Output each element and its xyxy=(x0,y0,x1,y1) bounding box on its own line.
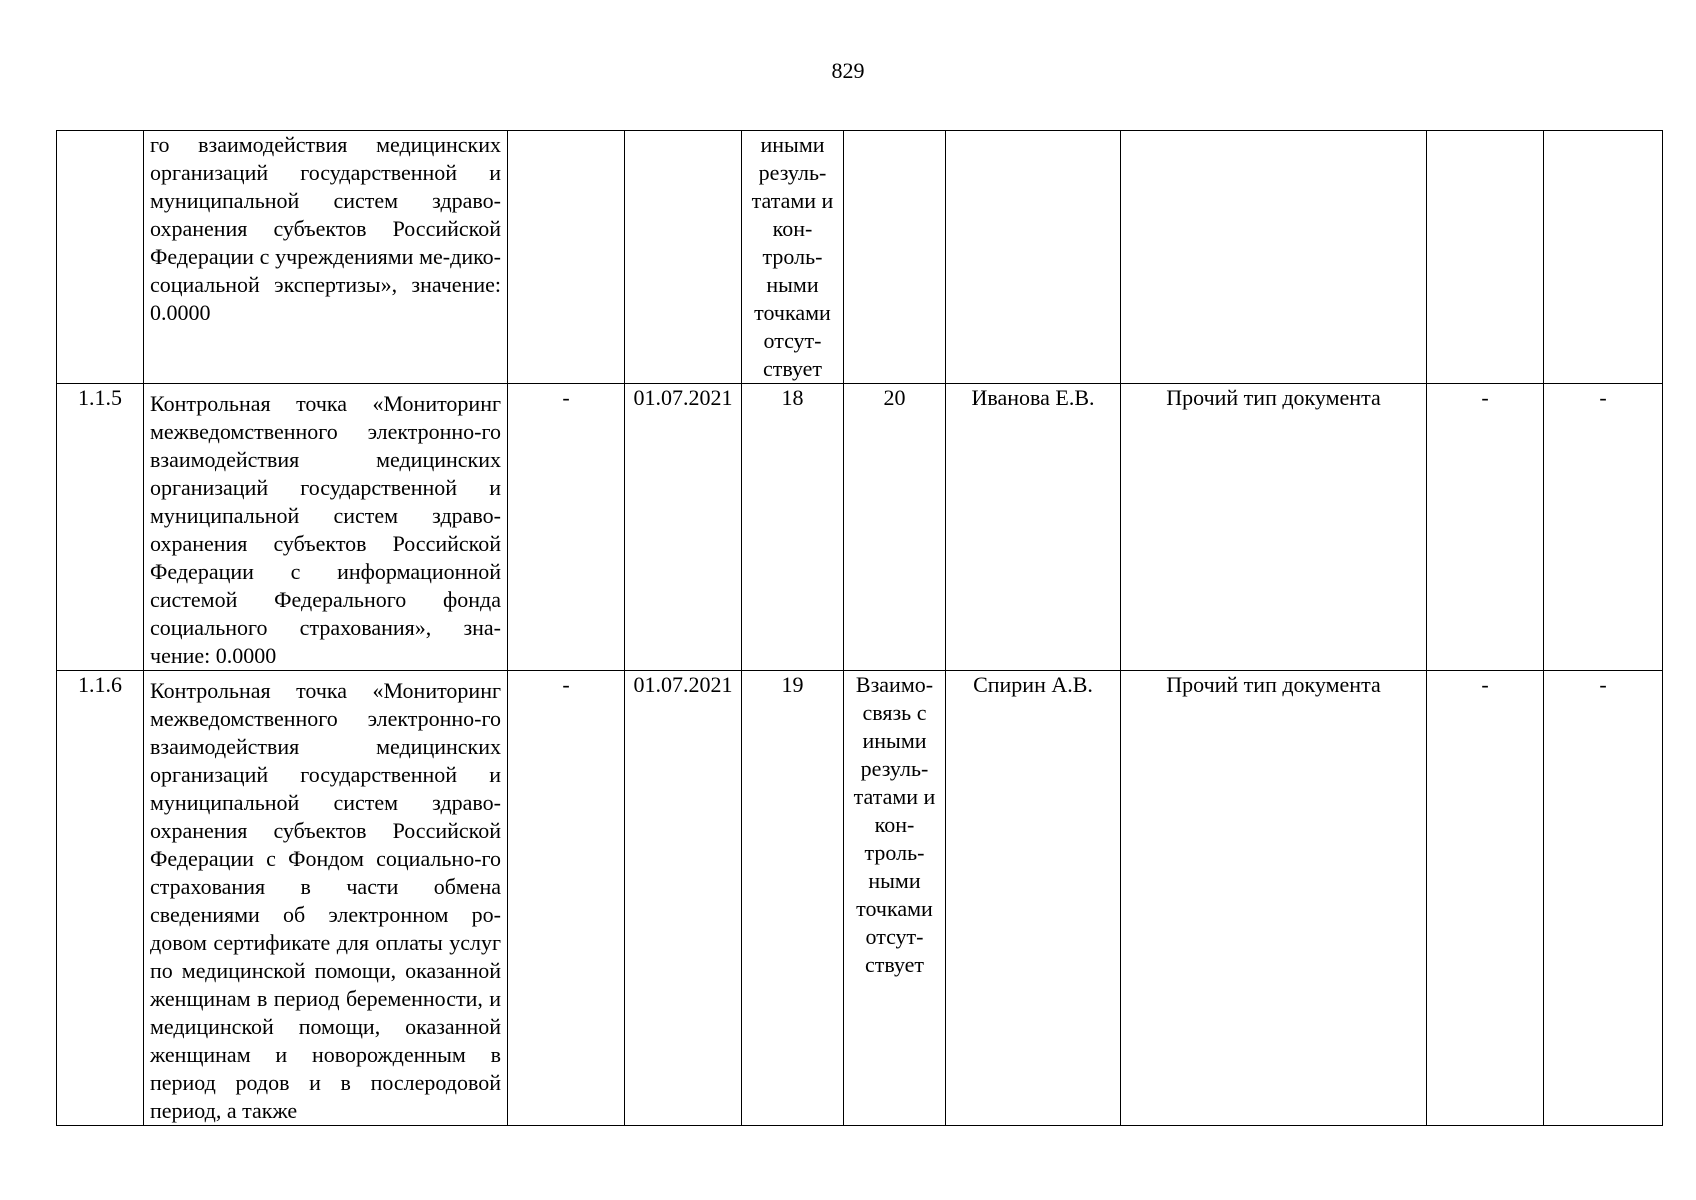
row-col10: - xyxy=(1544,384,1663,671)
description-text: Контрольная точка «Мониторинг межведомственного электронно-го взаимодействия медицинских организаций государственной и муниципальной систем здраво-охранения субъектов Российской Федерации с Фондом социально-го страхования в части обмена сведениями об электронном ро-довом сертификате для оплаты услуг по медицинской помощи, оказанной женщинам в период беременности, и медицинской помощи, оказанной женщинам и новорожденным в период родов и в послеродовой период, а также xyxy=(150,678,501,1123)
row-col5: 19 xyxy=(742,671,844,1126)
row-description xyxy=(144,671,508,1126)
row-col5 xyxy=(742,131,844,384)
row-responsible xyxy=(946,131,1121,384)
row-col10 xyxy=(1544,131,1663,384)
description-text: Контрольная точка «Мониторинг межведомственного электронно-го взаимодействия медицинских организаций государственной и муниципальной систем здраво-охранения субъектов Российской Федерации с информационной системой Федерального фонда социального страхования», зна-чение: 0.0000 xyxy=(150,391,501,668)
row-col9 xyxy=(1427,131,1544,384)
row-description xyxy=(144,131,508,384)
row-date xyxy=(625,131,742,384)
row-col3: - xyxy=(508,384,625,671)
table-row xyxy=(57,671,1663,1126)
row-responsible: Иванова Е.В. xyxy=(946,384,1121,671)
row-date: 01.07.2021 xyxy=(625,384,742,671)
row-doc-type: Прочий тип документа xyxy=(1121,384,1427,671)
page-number: 829 xyxy=(831,58,865,83)
description-text: го взаимодействия медицинских организаций государственной и муниципальной систем здраво-охранения субъектов Российской Федерации с учреждениями ме-дико-социальной экспертизы», значение: 0.0000 xyxy=(150,132,501,325)
col5-text: иными резуль-татами и кон-троль-ными точками отсут-ствует xyxy=(751,132,834,381)
row-col9: - xyxy=(1427,671,1544,1126)
row-responsible: Спирин А.В. xyxy=(946,671,1121,1126)
row-number xyxy=(57,131,144,384)
document-table xyxy=(56,130,1663,1126)
row-col6 xyxy=(844,131,946,384)
row-doc-type: Прочий тип документа xyxy=(1121,671,1427,1126)
row-col6: Взаимо-связь с иными резуль-татами и кон-троль-ными точками отсут-ствует xyxy=(844,671,946,1126)
row-col3 xyxy=(508,131,625,384)
row-description xyxy=(144,384,508,671)
row-col3: - xyxy=(508,671,625,1126)
row-col9: - xyxy=(1427,384,1544,671)
row-col6: 20 xyxy=(844,384,946,671)
row-doc-type xyxy=(1121,131,1427,384)
row-number: 1.1.6 xyxy=(57,671,144,1126)
table-row xyxy=(57,384,1663,671)
row-col5: 18 xyxy=(742,384,844,671)
row-number: 1.1.5 xyxy=(57,384,144,671)
row-date: 01.07.2021 xyxy=(625,671,742,1126)
table-row xyxy=(57,131,1663,384)
row-col10: - xyxy=(1544,671,1663,1126)
